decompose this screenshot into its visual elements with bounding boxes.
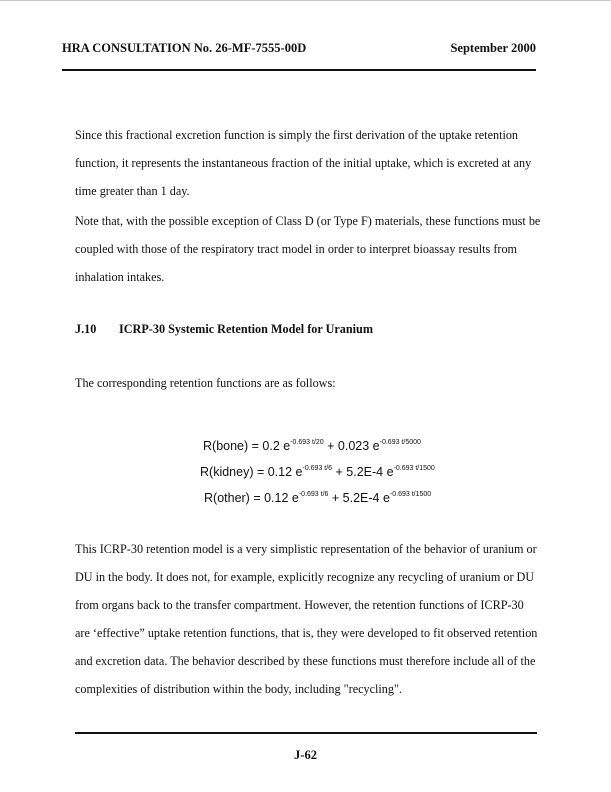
text-line: complexities of distribution within the body, including "recycling". xyxy=(75,682,402,696)
text-line: from organs back to the transfer compartment. However, the retention functions of ICRP-30 xyxy=(75,598,524,612)
page-number: J-62 xyxy=(294,748,317,762)
text-line: coupled with those of the respiratory tract model in order to interpret bioassay results from xyxy=(75,242,518,256)
text-line: DU in the body. It does not, for example, explicitly recognize any recycling of uranium or DU xyxy=(75,570,535,584)
paragraph-retention-intro xyxy=(75,369,545,397)
section-heading xyxy=(75,322,373,337)
text-line: The corresponding retention functions are as follows: xyxy=(75,376,336,390)
retention-equations xyxy=(200,430,460,508)
text-line: This ICRP-30 retention model is a very simplistic representation of the behavior of uranium or xyxy=(75,542,537,556)
equation-kidney: R(kidney) = 0.12 $e^{-0.693 t/6} + 5.2E-4$ $e^{-0.693 t/1500}$ xyxy=(200,465,435,479)
text-line: Since this fractional excretion function is simply the first derivation of the uptake retention xyxy=(75,128,519,142)
scan-edge xyxy=(0,0,611,1)
footer-rule xyxy=(75,732,537,734)
document-date: September 2000 xyxy=(450,41,536,55)
text-line: function, it represents the instantaneous fraction of the initial uptake, which is excreted at any xyxy=(75,156,532,170)
paragraph-model-discussion xyxy=(75,535,545,703)
section-title: ICRP-30 Systemic Retention Model for Uranium xyxy=(119,322,373,336)
text-line: time greater than 1 day. xyxy=(75,184,190,198)
header-rule xyxy=(62,69,536,71)
text-line: and excretion data. The behavior described by these functions must therefore include all of the xyxy=(75,654,536,668)
document-id: HRA CONSULTATION No. 26-MF-7555-00D xyxy=(62,41,307,55)
text-line: are ‘effective” uptake retention functions, that is, they were developed to fit observed retention xyxy=(75,626,538,640)
section-number: J.10 xyxy=(75,322,97,336)
equation-bone: R(bone) = 0.2 $e^{-0.693 t/20} + 0.023$ $e^{-0.693 t/5000}$ xyxy=(203,439,421,453)
text-line: Note that, with the possible exception of Class D (or Type F) materials, these functions must be xyxy=(75,214,541,228)
equation-other: R(other) = 0.12 $e^{-0.693 t/6} + 5.2E-4$ $e^{-0.693 t/1500}$ xyxy=(204,491,432,505)
paragraph-respiratory-note xyxy=(75,207,545,291)
paragraph-fractional-excretion xyxy=(75,121,545,205)
text-line: inhalation intakes. xyxy=(75,270,165,284)
page-header xyxy=(62,41,536,61)
